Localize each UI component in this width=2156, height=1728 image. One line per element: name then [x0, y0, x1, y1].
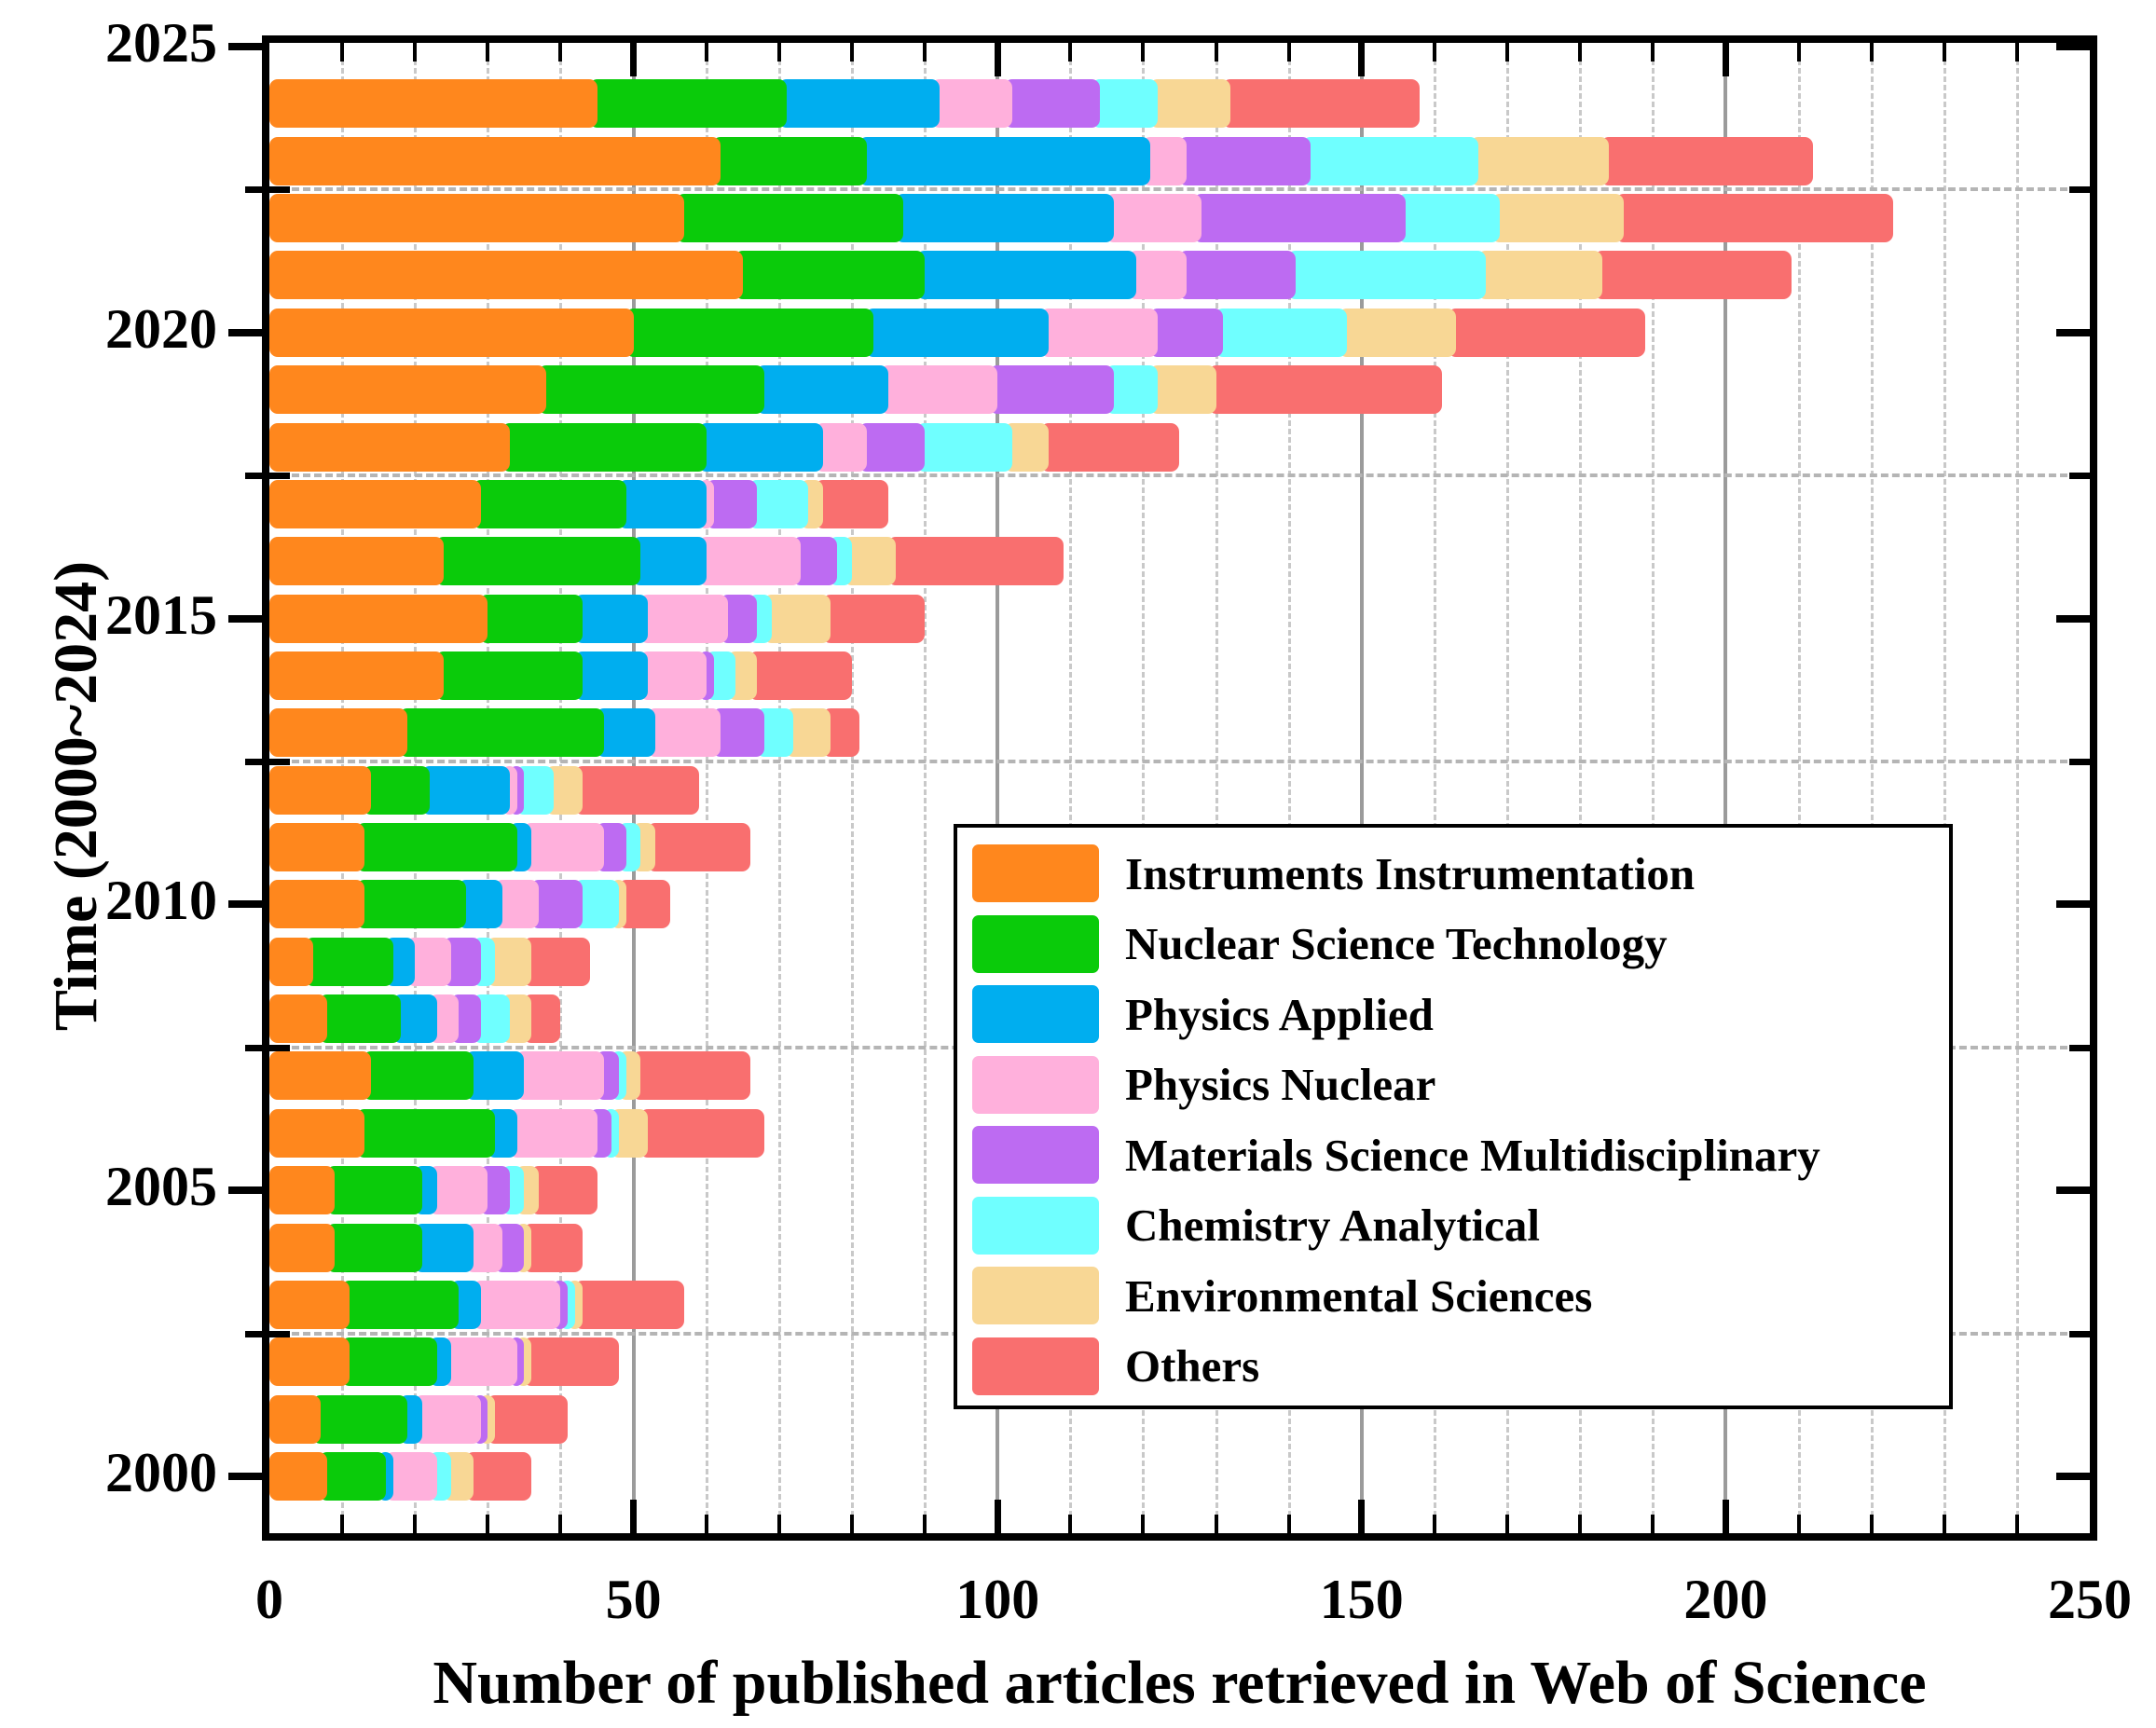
legend-label: Materials Science Multidisciplinary [1125, 1129, 1820, 1181]
bar-segment [1222, 79, 1420, 128]
x-tick-minor [1943, 1515, 1946, 1533]
x-tick-minor [1287, 1515, 1291, 1533]
legend-swatch-icon [972, 985, 1099, 1043]
bar-segment [1105, 194, 1202, 242]
bar-segment [341, 1281, 459, 1329]
x-tick-minor [413, 1515, 417, 1533]
x-tick-minor-top [705, 43, 708, 62]
bar-segment [1128, 251, 1188, 299]
bar-segment [319, 994, 400, 1043]
bar-segment [1178, 251, 1296, 299]
y-tick-major [228, 329, 262, 336]
y-tick-major-right [2056, 900, 2090, 908]
bar-segment [356, 1109, 496, 1158]
y-tick-major [228, 900, 262, 908]
x-tick-minor-top [340, 43, 344, 62]
bar-segment [269, 651, 444, 700]
y-tick-minor-right [2069, 473, 2090, 479]
bar-segment [269, 1281, 350, 1329]
x-tick-minor [1141, 1515, 1145, 1533]
legend-label: Nuclear Science Technology [1125, 918, 1668, 969]
legend-item [972, 841, 1695, 906]
bar-segment [523, 1337, 619, 1386]
bar-segment [639, 595, 728, 643]
x-tick-minor-top [1287, 43, 1291, 62]
bar-segment [269, 1452, 327, 1501]
bar-segment [269, 1166, 335, 1214]
x-tick-major-top [1358, 43, 1365, 76]
bar-segment [625, 309, 874, 357]
x-tick-minor [486, 1515, 489, 1533]
bar-segment [501, 423, 707, 472]
x-tick-label: 0 [255, 1569, 283, 1630]
bar-segment [269, 708, 407, 757]
bar-segment [538, 365, 764, 414]
bar-segment [735, 251, 925, 299]
y-tick-label: 2025 [105, 12, 217, 74]
bar-segment [269, 880, 364, 928]
bar-segment [1178, 137, 1311, 185]
bar-segment [269, 1224, 335, 1272]
legend-item [972, 1193, 1540, 1258]
y-tick-label: 2015 [105, 583, 217, 646]
bar-segment [1448, 309, 1645, 357]
bar-segment [647, 823, 750, 871]
y-tick-minor-right [2069, 1331, 2090, 1337]
y-tick-label: 2005 [105, 1156, 217, 1218]
bar-segment [756, 365, 888, 414]
bar-segment [639, 1109, 764, 1158]
bar-segment [1149, 309, 1223, 357]
bar-segment [1397, 194, 1501, 242]
bar-segment [1215, 309, 1347, 357]
y-tick-minor [245, 186, 290, 193]
bar-segment [312, 1395, 408, 1444]
legend-label: Others [1125, 1340, 1260, 1392]
y-tick-minor-right [2069, 759, 2090, 765]
legend-swatch-icon [972, 1126, 1099, 1184]
x-tick-minor [1870, 1515, 1874, 1533]
x-tick-minor [1433, 1515, 1436, 1533]
bar-segment [1149, 365, 1215, 414]
legend-item [972, 1263, 1592, 1328]
y-tick-major-right [2056, 615, 2090, 623]
x-tick-minor [1505, 1515, 1509, 1533]
bar-segment [676, 194, 902, 242]
legend-item [972, 1052, 1435, 1118]
legend-box [954, 824, 1953, 1409]
bar-segment [326, 1224, 422, 1272]
bar-segment [305, 938, 393, 986]
x-tick-minor-top [1943, 43, 1946, 62]
bar-segment [574, 766, 699, 815]
y-tick-label: 2020 [105, 297, 217, 360]
legend-item [972, 1334, 1259, 1399]
legend-swatch-icon [972, 844, 1099, 902]
y-tick-minor [245, 473, 290, 479]
x-tick-minor [2015, 1515, 2019, 1533]
bar-segment [1092, 79, 1158, 128]
bar-segment [363, 1051, 473, 1100]
gridline-horizontal-dashed [269, 187, 2090, 191]
x-tick-major [1723, 1500, 1729, 1533]
x-tick-label: 250 [2048, 1569, 2132, 1630]
bar-segment [319, 1452, 385, 1501]
bar-segment [1040, 423, 1180, 472]
bar-segment [865, 309, 1048, 357]
bar-segment [429, 1166, 488, 1214]
x-tick-minor-top [1651, 43, 1655, 62]
bar-segment [858, 423, 925, 472]
gridline-vertical-minor [2016, 43, 2019, 1533]
bar-segment [269, 766, 371, 815]
bar-segment [1287, 251, 1485, 299]
bar-segment [632, 537, 706, 585]
y-tick-major [228, 615, 262, 623]
bar-segment [465, 1452, 531, 1501]
y-tick-major-right [2056, 1473, 2090, 1480]
x-tick-minor [1797, 1515, 1801, 1533]
y-tick-minor-right [2069, 1045, 2090, 1051]
legend-swatch-icon [972, 1267, 1099, 1324]
x-tick-label: 50 [605, 1569, 662, 1630]
x-tick-minor-top [1870, 43, 1874, 62]
bar-segment [1208, 365, 1442, 414]
bar-segment [326, 1166, 422, 1214]
bar-segment [887, 537, 1064, 585]
bar-segment [269, 365, 546, 414]
bar-segment [989, 365, 1114, 414]
bar-segment [1339, 309, 1456, 357]
x-tick-minor [923, 1515, 927, 1533]
bar-segment [341, 1337, 437, 1386]
bar-segment [1302, 137, 1478, 185]
x-tick-minor-top [1505, 43, 1509, 62]
legend-swatch-icon [972, 915, 1099, 973]
y-tick-minor [245, 1331, 290, 1337]
x-tick-minor [558, 1515, 562, 1533]
bar-segment [748, 480, 808, 528]
legend-swatch-icon [972, 1197, 1099, 1255]
bar-segment [269, 194, 684, 242]
y-tick-minor [245, 759, 290, 765]
gridline-horizontal-dashed [269, 473, 2090, 477]
y-axis-title: Time (2000~2024) [42, 560, 110, 1032]
y-tick-label: 2000 [105, 1442, 217, 1503]
x-axis-title: Number of published articles retrieved in Web of Science [433, 1649, 1927, 1717]
bar-segment [269, 994, 327, 1043]
bar-segment [269, 1395, 321, 1444]
bar-segment [269, 1337, 350, 1386]
x-tick-major [995, 1500, 1001, 1533]
x-tick-minor-top [486, 43, 489, 62]
bar-segment [748, 651, 852, 700]
x-tick-minor [705, 1515, 708, 1533]
bar-segment [479, 595, 583, 643]
bar-segment [1004, 79, 1100, 128]
bar-segment [269, 823, 364, 871]
bar-segment [269, 309, 634, 357]
x-tick-minor-top [1578, 43, 1582, 62]
legend-label: Physics Applied [1125, 988, 1434, 1040]
legend-item [972, 981, 1434, 1047]
bar-segment [698, 423, 823, 472]
y-tick-label: 2010 [105, 870, 217, 932]
bar-segment [414, 1224, 474, 1272]
bar-segment [1477, 251, 1602, 299]
y-tick-major-right [2056, 329, 2090, 336]
bar-segment [763, 595, 830, 643]
bar-segment [647, 708, 721, 757]
x-tick-minor [340, 1515, 344, 1533]
x-tick-minor [777, 1515, 781, 1533]
bar-segment [931, 79, 1012, 128]
x-tick-label: 200 [1683, 1569, 1768, 1630]
bar-segment [443, 1337, 516, 1386]
bar-segment [574, 651, 648, 700]
x-tick-major-top [1723, 43, 1729, 76]
bar-segment [363, 766, 429, 815]
legend-swatch-icon [972, 1056, 1099, 1114]
bar-segment [509, 1109, 597, 1158]
x-tick-major [630, 1500, 637, 1533]
bar-segment [269, 938, 313, 986]
legend-swatch-icon [972, 1337, 1099, 1395]
bar-segment [880, 365, 997, 414]
bar-segment [269, 79, 597, 128]
y-tick-major-right [2056, 43, 2090, 50]
bar-segment [269, 595, 488, 643]
bar-segment [473, 1281, 561, 1329]
x-tick-minor-top [2015, 43, 2019, 62]
y-tick-major [228, 43, 262, 50]
bar-segment [1193, 194, 1406, 242]
bar-segment [618, 480, 707, 528]
x-tick-minor-top [923, 43, 927, 62]
y-tick-major [228, 1473, 262, 1480]
bar-segment [596, 708, 655, 757]
bar-segment [858, 137, 1151, 185]
bar-segment [1040, 309, 1158, 357]
x-tick-minor [1578, 1515, 1582, 1533]
bar-segment [639, 651, 706, 700]
bar-segment [1594, 251, 1792, 299]
y-tick-major [228, 1186, 262, 1194]
bar-segment [356, 823, 517, 871]
x-tick-minor-top [413, 43, 417, 62]
bar-segment [356, 880, 466, 928]
bar-segment [916, 423, 1012, 472]
bar-segment [1149, 79, 1230, 128]
x-tick-minor-top [558, 43, 562, 62]
bar-segment [269, 537, 444, 585]
bar-segment [1470, 137, 1610, 185]
bar-segment [421, 766, 510, 815]
bar-segment [698, 537, 802, 585]
y-tick-minor [245, 1045, 290, 1051]
x-tick-major-top [630, 43, 637, 76]
legend-label: Instruments Instrumentation [1125, 847, 1696, 899]
gridline-horizontal-dashed [269, 760, 2090, 763]
bar-segment [399, 708, 604, 757]
legend-item [972, 912, 1668, 977]
bar-segment [574, 1281, 684, 1329]
x-tick-minor-top [1433, 43, 1436, 62]
y-tick-major-right [2056, 1186, 2090, 1194]
bar-segment [435, 651, 582, 700]
legend-label: Chemistry Analytical [1125, 1200, 1541, 1251]
bar-segment [523, 938, 589, 986]
bar-segment [916, 251, 1136, 299]
bar-segment [523, 823, 604, 871]
x-tick-label: 150 [1319, 1569, 1404, 1630]
bar-segment [895, 194, 1115, 242]
bar-segment [269, 137, 721, 185]
x-tick-minor-top [1068, 43, 1072, 62]
bar-segment [589, 79, 787, 128]
x-tick-minor-top [850, 43, 854, 62]
bar-segment [574, 595, 648, 643]
bar-segment [815, 480, 888, 528]
bar-segment [712, 137, 866, 185]
x-tick-minor-top [1141, 43, 1145, 62]
bar-segment [269, 251, 743, 299]
x-tick-label: 100 [955, 1569, 1040, 1630]
x-tick-minor [1215, 1515, 1218, 1533]
bar-segment [473, 480, 626, 528]
bar-segment [435, 537, 640, 585]
legend-label: Physics Nuclear [1125, 1059, 1436, 1110]
bar-segment [269, 1051, 371, 1100]
x-tick-minor-top [777, 43, 781, 62]
bar-segment [1491, 194, 1624, 242]
bar-segment [530, 1166, 597, 1214]
x-tick-minor [850, 1515, 854, 1533]
y-tick-minor-right [2069, 186, 2090, 193]
x-tick-major-top [995, 43, 1001, 76]
bar-segment [269, 480, 481, 528]
bar-segment [523, 1224, 583, 1272]
x-tick-minor [1651, 1515, 1655, 1533]
legend-label: Environmental Sciences [1125, 1269, 1593, 1322]
bar-segment [465, 1051, 525, 1100]
bar-segment [269, 423, 510, 472]
x-tick-minor-top [1215, 43, 1218, 62]
bar-segment [822, 595, 926, 643]
legend-item [972, 1122, 1820, 1187]
bar-segment [1600, 137, 1813, 185]
bar-segment [414, 1395, 480, 1444]
x-tick-minor [1068, 1515, 1072, 1533]
bar-segment [632, 1051, 749, 1100]
bar-segment [778, 79, 940, 128]
bar-segment [487, 1395, 568, 1444]
bar-segment [269, 1109, 364, 1158]
bar-segment [1615, 194, 1893, 242]
bar-segment [515, 1051, 604, 1100]
x-tick-minor-top [1797, 43, 1801, 62]
x-tick-major [1358, 1500, 1365, 1533]
